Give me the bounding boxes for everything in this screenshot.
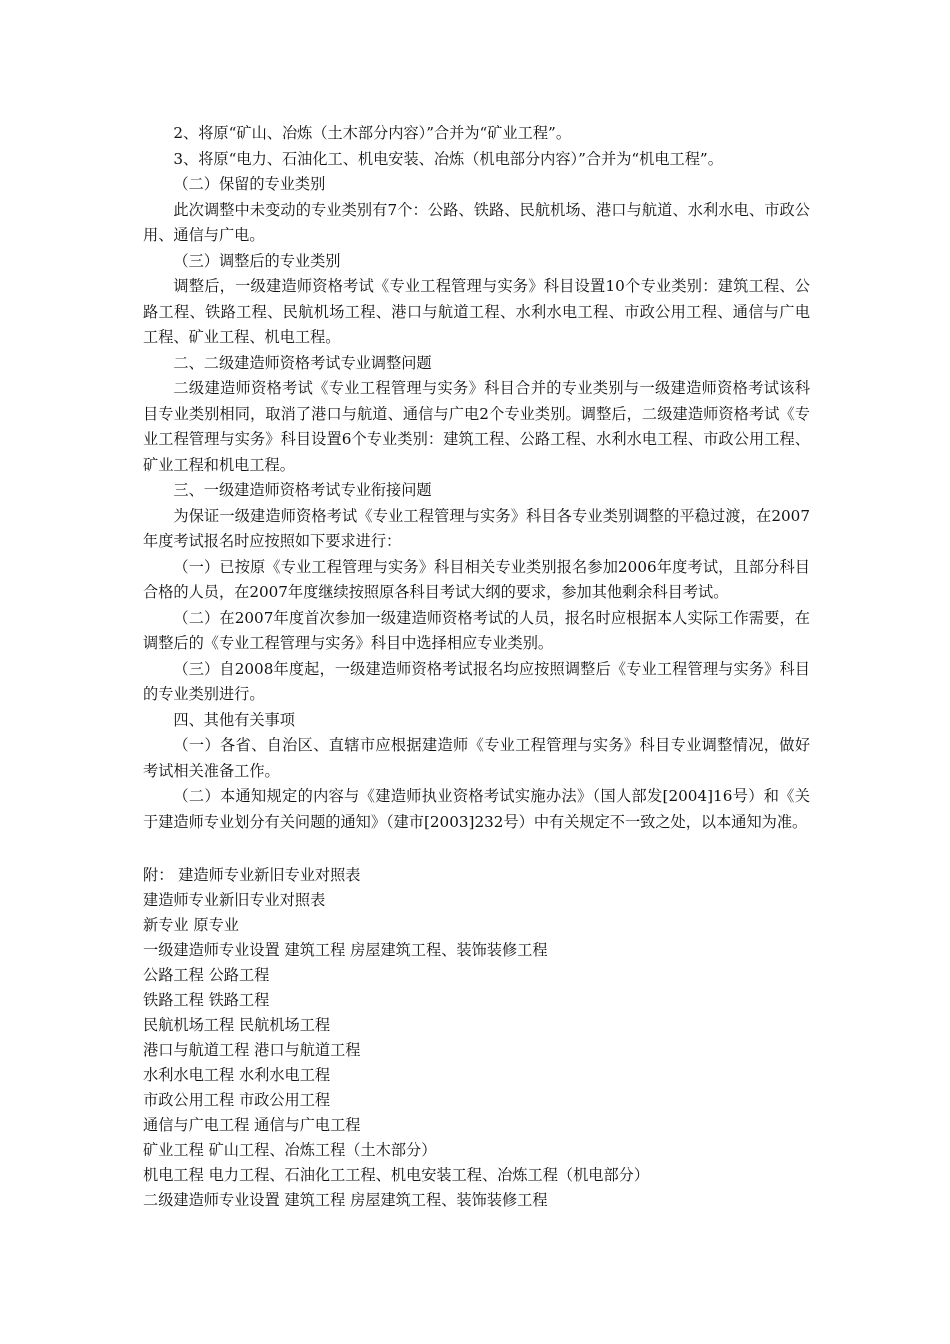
heading-level1-transition: 三、一级建造师资格考试专业衔接问题 — [173, 481, 432, 499]
appendix-row: 通信与广电工程 通信与广电工程 — [143, 1116, 361, 1134]
paragraph-adjusted-categories: 调整后，一级建造师资格考试《专业工程管理与实务》科目设置10个专业类别：建筑工程、公路工程、铁路工程、民航机场工程、港口与航道工程、水利水电工程、市政公用工程、通信与广电工程、矿业工程、机电工程。 — [143, 277, 810, 346]
paragraph-retained-categories: 此次调整中未变动的专业类别有7个：公路、铁路、民航机场、港口与航道、水利水电、市政公用、通信与广电。 — [143, 200, 810, 244]
appendix-caption: 附： 建造师专业新旧专业对照表 — [143, 866, 361, 884]
paragraph-level1-transition: 为保证一级建造师资格考试《专业工程管理与实务》科目各专业类别调整的平稳过渡，在2007年度考试报名时应按照如下要求进行： — [143, 506, 810, 550]
paragraph-other-item-2: （二）本通知规定的内容与《建造师执业资格考试实施办法》（国人部发[2004]16号）和《关于建造师专业划分有关问题的通知》（建市[2003]232号）中有关规定不一致之处，以本通知为准。 — [143, 787, 810, 831]
appendix-row: 水利水电工程 水利水电工程 — [143, 1066, 331, 1084]
paragraph-level2-adjustment: 二级建造师资格考试《专业工程管理与实务》科目合并的专业类别与一级建造师资格考试该科目专业类别相同，取消了港口与航道、通信与广电2个专业类别。调整后，二级建造师资格考试《专业工程管理与实务》科目设置6个专业类别：建筑工程、公路工程、水利水电工程、市政公用工程、矿业工程和机电工程。 — [143, 379, 810, 474]
paragraph-transition-item-3: （三）自2008年度起，一级建造师资格考试报名均应按照调整后《专业工程管理与实务》科目的专业类别进行。 — [143, 659, 810, 703]
appendix-row: 矿业工程 矿山工程、冶炼工程（土木部分） — [143, 1141, 437, 1159]
appendix-list — [143, 863, 810, 1213]
appendix-row: 铁路工程 铁路工程 — [143, 991, 270, 1009]
appendix-row: 机电工程 电力工程、石油化工工程、机电安装工程、冶炼工程（机电部分） — [143, 1166, 650, 1184]
paragraph-other-item-1: （一）各省、自治区、直辖市应根据建造师《专业工程管理与实务》科目专业调整情况，做好考试相关准备工作。 — [143, 736, 810, 780]
spacer — [143, 835, 810, 863]
appendix-table-title: 建造师专业新旧专业对照表 — [143, 891, 326, 909]
appendix-row: 港口与航道工程 港口与航道工程 — [143, 1041, 361, 1059]
heading-other-matters: 四、其他有关事项 — [173, 710, 295, 729]
document-page — [143, 121, 810, 1213]
paragraph-transition-item-1: （一）已按原《专业工程管理与实务》科目相关专业类别报名参加2006年度考试，且部分科目合格的人员，在2007年度继续按照原各科目考试大纲的要求，参加其他剩余科目考试。 — [143, 557, 810, 601]
heading-adjusted-categories: （三）调整后的专业类别 — [173, 251, 341, 270]
appendix-row: 市政公用工程 市政公用工程 — [143, 1091, 331, 1109]
heading-retained-categories: （二）保留的专业类别 — [173, 175, 326, 193]
paragraph-merge-mining: 2、将原“矿山、冶炼（土木部分内容）”合并为“矿业工程”。 — [173, 124, 572, 142]
appendix-table-header: 新专业 原专业 — [143, 916, 239, 934]
heading-level2-adjustment: 二、二级建造师资格考试专业调整问题 — [173, 353, 432, 372]
appendix-row: 公路工程 公路工程 — [143, 966, 270, 984]
paragraph-transition-item-2: （二）在2007年度首次参加一级建造师资格考试的人员，报名时应根据本人实际工作需要，在调整后的《专业工程管理与实务》科目中选择相应专业类别。 — [143, 608, 810, 652]
paragraph-merge-mechanical: 3、将原“电力、石油化工、机电安装、冶炼（机电部分内容）”合并为“机电工程”。 — [173, 149, 723, 168]
appendix-row: 民航机场工程 民航机场工程 — [143, 1016, 331, 1034]
appendix-row: 一级建造师专业设置 建筑工程 房屋建筑工程、装饰装修工程 — [143, 941, 548, 959]
appendix-row: 二级建造师专业设置 建筑工程 房屋建筑工程、装饰装修工程 — [143, 1191, 548, 1209]
